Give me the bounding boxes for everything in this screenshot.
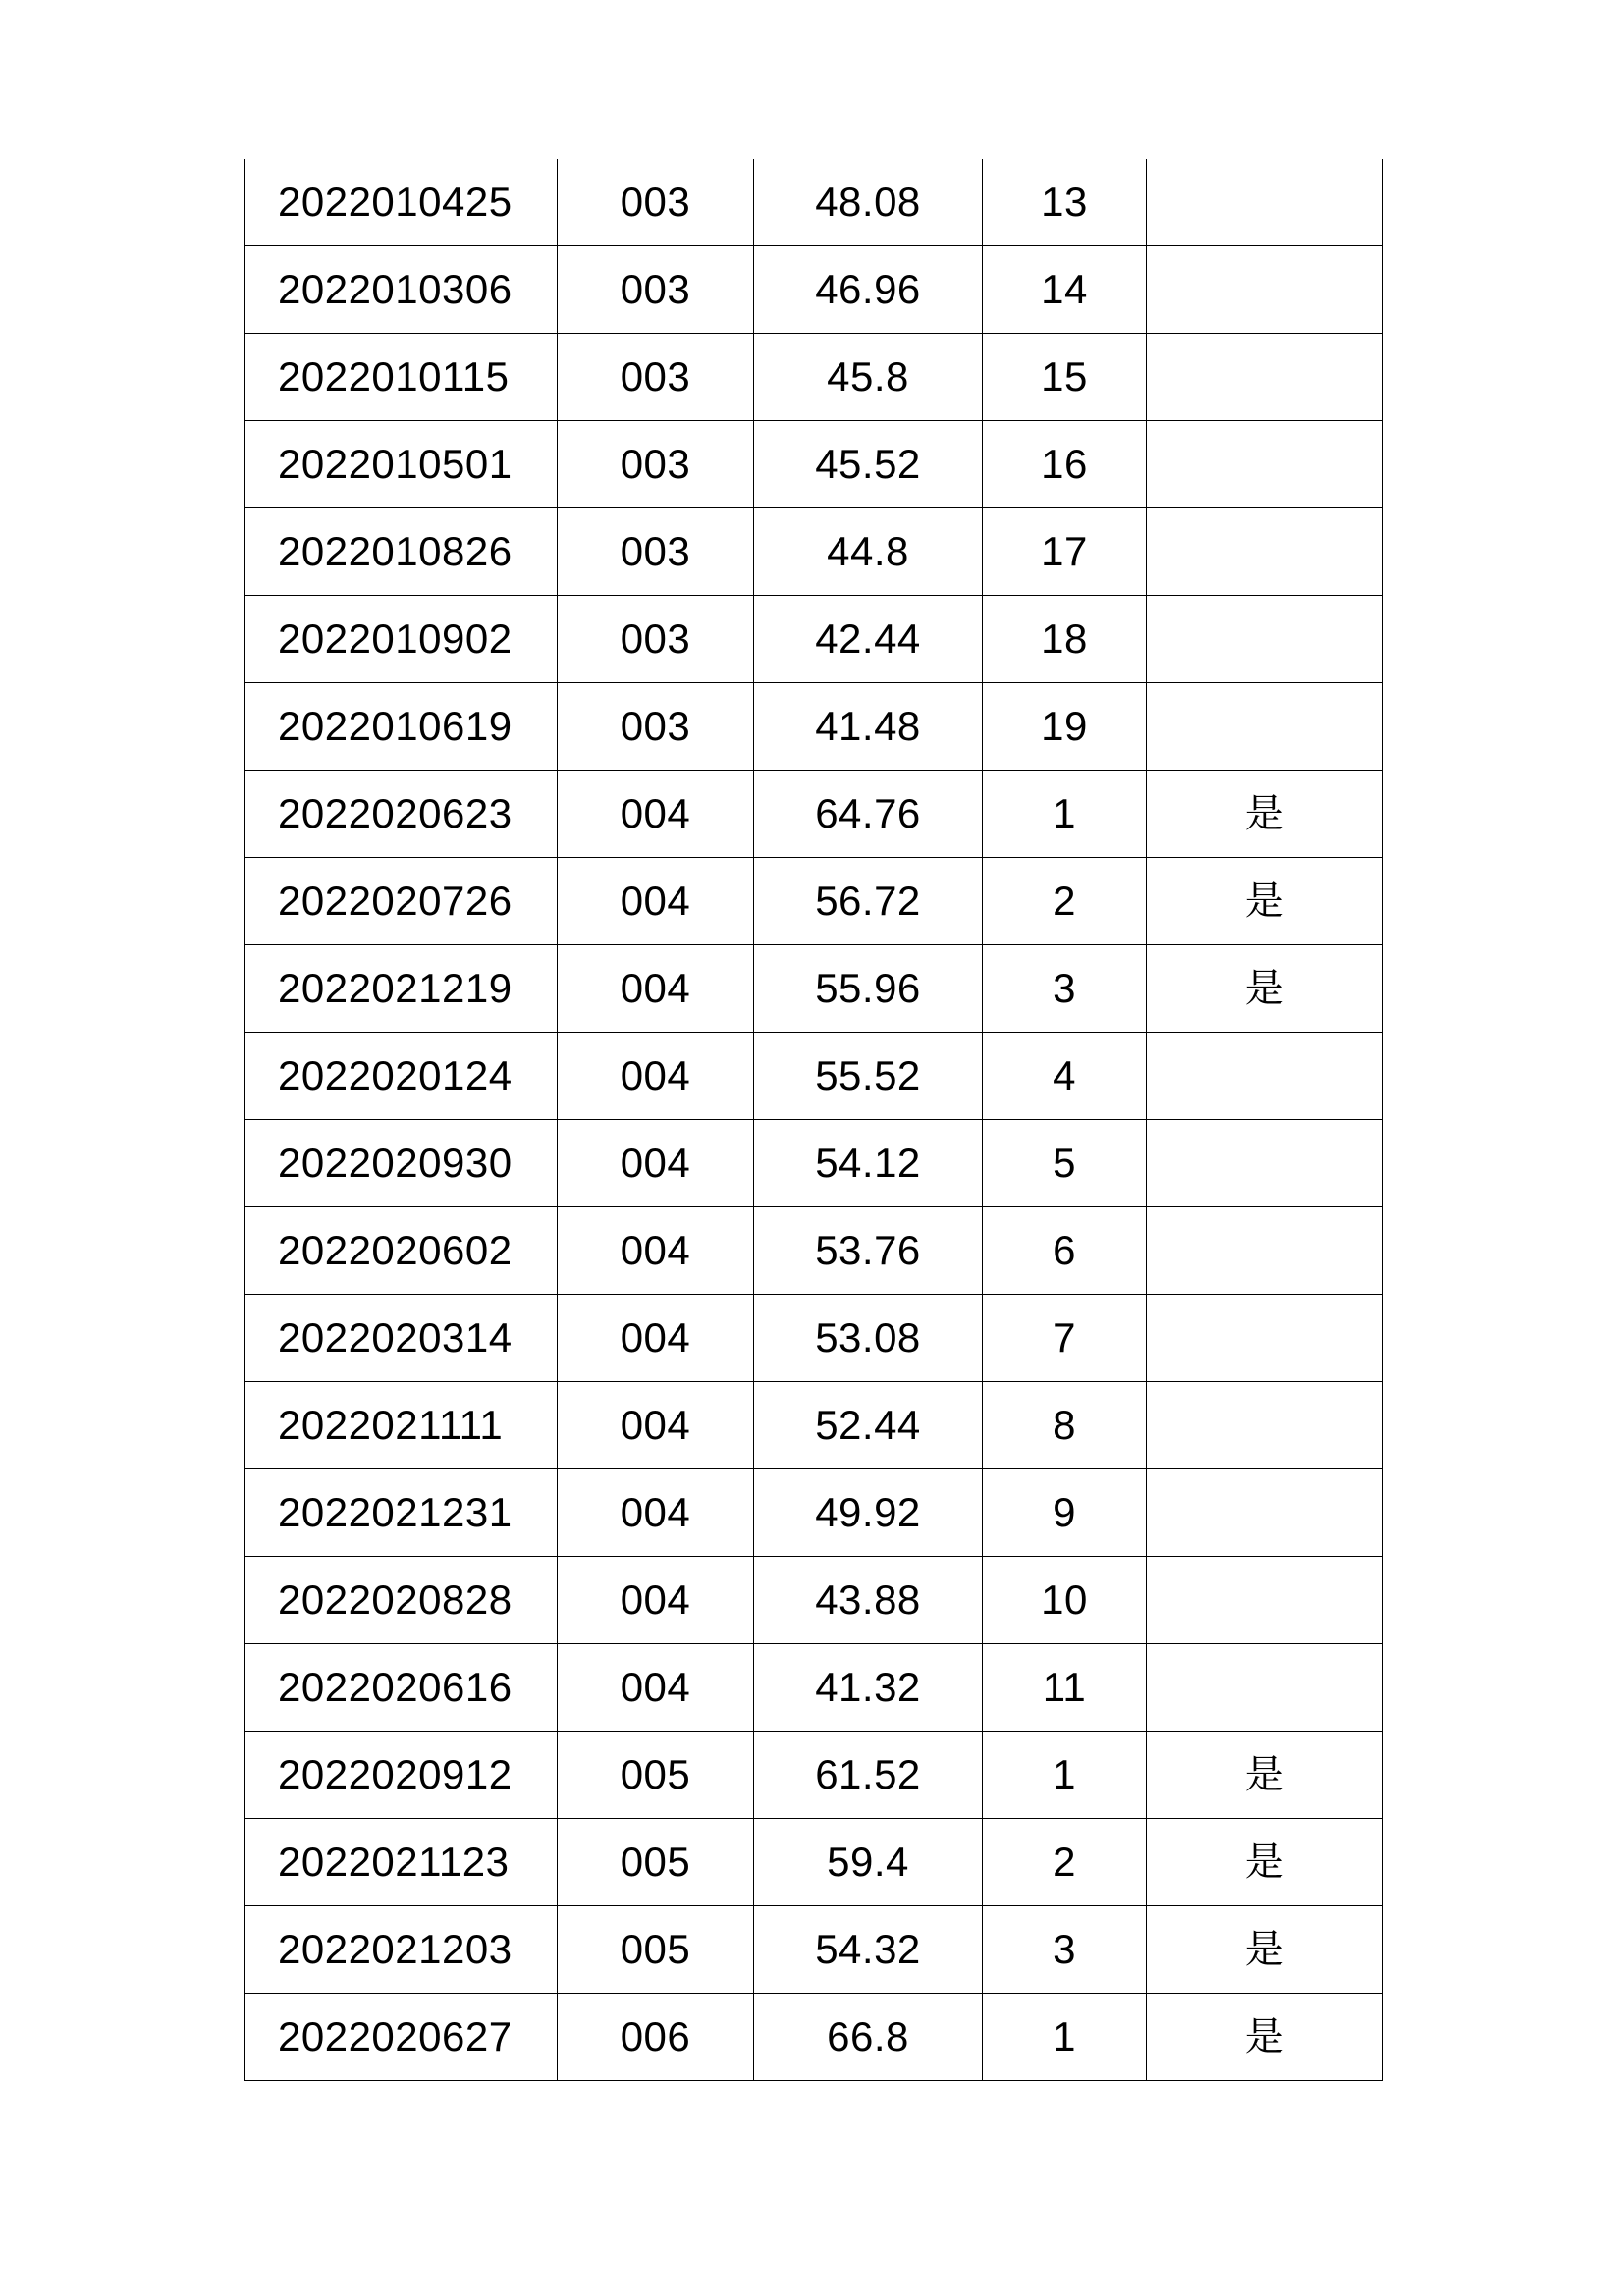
candidate-id-cell: 2022020124 <box>245 1033 558 1120</box>
rank-cell: 1 <box>983 1732 1147 1819</box>
interview-flag-cell: 是 <box>1147 771 1383 858</box>
score-cell: 41.32 <box>754 1644 983 1732</box>
rank-cell: 15 <box>983 334 1147 421</box>
table-row <box>245 334 1383 421</box>
score-cell: 41.48 <box>754 683 983 771</box>
candidate-id-cell: 2022010619 <box>245 683 558 771</box>
candidate-id-cell: 2022010501 <box>245 421 558 508</box>
post-code-cell: 004 <box>558 945 754 1033</box>
rank-cell: 3 <box>983 945 1147 1033</box>
table-row <box>245 596 1383 683</box>
rank-cell: 2 <box>983 1819 1147 1906</box>
post-code-cell: 004 <box>558 1033 754 1120</box>
post-code-cell: 005 <box>558 1906 754 1994</box>
post-code-cell: 004 <box>558 858 754 945</box>
table-row <box>245 1382 1383 1469</box>
table-row <box>245 1994 1383 2081</box>
candidate-id-cell: 2022021203 <box>245 1906 558 1994</box>
candidate-id-cell: 2022010306 <box>245 246 558 334</box>
results-table <box>244 159 1383 2081</box>
score-cell: 52.44 <box>754 1382 983 1469</box>
table-row <box>245 1469 1383 1557</box>
post-code-cell: 005 <box>558 1819 754 1906</box>
rank-cell: 9 <box>983 1469 1147 1557</box>
score-cell: 55.52 <box>754 1033 983 1120</box>
score-cell: 44.8 <box>754 508 983 596</box>
table-row <box>245 508 1383 596</box>
table-row <box>245 1557 1383 1644</box>
rank-cell: 16 <box>983 421 1147 508</box>
interview-flag-cell <box>1147 508 1383 596</box>
post-code-cell: 003 <box>558 683 754 771</box>
score-cell: 53.76 <box>754 1207 983 1295</box>
post-code-cell: 003 <box>558 596 754 683</box>
interview-flag-cell: 是 <box>1147 858 1383 945</box>
interview-flag-cell <box>1147 1382 1383 1469</box>
post-code-cell: 003 <box>558 334 754 421</box>
table-row <box>245 1120 1383 1207</box>
interview-flag-cell <box>1147 1295 1383 1382</box>
interview-flag-cell: 是 <box>1147 945 1383 1033</box>
table-row <box>245 159 1383 246</box>
rank-cell: 10 <box>983 1557 1147 1644</box>
table-row <box>245 945 1383 1033</box>
rank-cell: 4 <box>983 1033 1147 1120</box>
score-cell: 42.44 <box>754 596 983 683</box>
post-code-cell: 004 <box>558 1295 754 1382</box>
candidate-id-cell: 2022020828 <box>245 1557 558 1644</box>
table-row <box>245 1732 1383 1819</box>
score-cell: 66.8 <box>754 1994 983 2081</box>
candidate-id-cell: 2022020602 <box>245 1207 558 1295</box>
table-row <box>245 1906 1383 1994</box>
interview-flag-cell <box>1147 1644 1383 1732</box>
table-row <box>245 1295 1383 1382</box>
candidate-id-cell: 2022021219 <box>245 945 558 1033</box>
post-code-cell: 004 <box>558 1207 754 1295</box>
score-cell: 46.96 <box>754 246 983 334</box>
rank-cell: 6 <box>983 1207 1147 1295</box>
rank-cell: 18 <box>983 596 1147 683</box>
score-cell: 64.76 <box>754 771 983 858</box>
table-row <box>245 1207 1383 1295</box>
interview-flag-cell <box>1147 596 1383 683</box>
candidate-id-cell: 2022010902 <box>245 596 558 683</box>
post-code-cell: 004 <box>558 1382 754 1469</box>
score-cell: 53.08 <box>754 1295 983 1382</box>
post-code-cell: 005 <box>558 1732 754 1819</box>
interview-flag-cell <box>1147 246 1383 334</box>
interview-flag-cell: 是 <box>1147 1819 1383 1906</box>
post-code-cell: 004 <box>558 771 754 858</box>
interview-flag-cell <box>1147 1033 1383 1120</box>
score-cell: 45.52 <box>754 421 983 508</box>
score-cell: 55.96 <box>754 945 983 1033</box>
post-code-cell: 004 <box>558 1644 754 1732</box>
rank-cell: 3 <box>983 1906 1147 1994</box>
rank-cell: 7 <box>983 1295 1147 1382</box>
score-cell: 45.8 <box>754 334 983 421</box>
interview-flag-cell <box>1147 1207 1383 1295</box>
score-cell: 54.32 <box>754 1906 983 1994</box>
post-code-cell: 003 <box>558 159 754 246</box>
post-code-cell: 003 <box>558 246 754 334</box>
interview-flag-cell <box>1147 334 1383 421</box>
candidate-id-cell: 2022010826 <box>245 508 558 596</box>
interview-flag-cell: 是 <box>1147 1906 1383 1994</box>
score-cell: 54.12 <box>754 1120 983 1207</box>
score-cell: 59.4 <box>754 1819 983 1906</box>
score-cell: 61.52 <box>754 1732 983 1819</box>
candidate-id-cell: 2022020930 <box>245 1120 558 1207</box>
rank-cell: 5 <box>983 1120 1147 1207</box>
candidate-id-cell: 2022021111 <box>245 1382 558 1469</box>
score-cell: 49.92 <box>754 1469 983 1557</box>
interview-flag-cell <box>1147 159 1383 246</box>
post-code-cell: 004 <box>558 1557 754 1644</box>
candidate-id-cell: 2022020912 <box>245 1732 558 1819</box>
table-row <box>245 683 1383 771</box>
table-row <box>245 1033 1383 1120</box>
interview-flag-cell: 是 <box>1147 1994 1383 2081</box>
table-row <box>245 421 1383 508</box>
rank-cell: 14 <box>983 246 1147 334</box>
table-row <box>245 1819 1383 1906</box>
results-table-body <box>245 159 1383 2081</box>
score-cell: 43.88 <box>754 1557 983 1644</box>
rank-cell: 13 <box>983 159 1147 246</box>
score-cell: 48.08 <box>754 159 983 246</box>
table-row <box>245 771 1383 858</box>
post-code-cell: 006 <box>558 1994 754 2081</box>
candidate-id-cell: 2022020616 <box>245 1644 558 1732</box>
table-row <box>245 246 1383 334</box>
rank-cell: 11 <box>983 1644 1147 1732</box>
candidate-id-cell: 2022020726 <box>245 858 558 945</box>
rank-cell: 19 <box>983 683 1147 771</box>
interview-flag-cell <box>1147 1120 1383 1207</box>
table-row <box>245 858 1383 945</box>
candidate-id-cell: 2022021123 <box>245 1819 558 1906</box>
post-code-cell: 003 <box>558 508 754 596</box>
table-row <box>245 1644 1383 1732</box>
candidate-id-cell: 2022010115 <box>245 334 558 421</box>
rank-cell: 1 <box>983 771 1147 858</box>
candidate-id-cell: 2022010425 <box>245 159 558 246</box>
rank-cell: 2 <box>983 858 1147 945</box>
candidate-id-cell: 2022021231 <box>245 1469 558 1557</box>
post-code-cell: 004 <box>558 1120 754 1207</box>
interview-flag-cell <box>1147 421 1383 508</box>
post-code-cell: 003 <box>558 421 754 508</box>
candidate-id-cell: 2022020314 <box>245 1295 558 1382</box>
rank-cell: 8 <box>983 1382 1147 1469</box>
interview-flag-cell <box>1147 683 1383 771</box>
candidate-id-cell: 2022020627 <box>245 1994 558 2081</box>
post-code-cell: 004 <box>558 1469 754 1557</box>
interview-flag-cell <box>1147 1469 1383 1557</box>
interview-flag-cell <box>1147 1557 1383 1644</box>
score-cell: 56.72 <box>754 858 983 945</box>
interview-flag-cell: 是 <box>1147 1732 1383 1819</box>
rank-cell: 1 <box>983 1994 1147 2081</box>
candidate-id-cell: 2022020623 <box>245 771 558 858</box>
rank-cell: 17 <box>983 508 1147 596</box>
